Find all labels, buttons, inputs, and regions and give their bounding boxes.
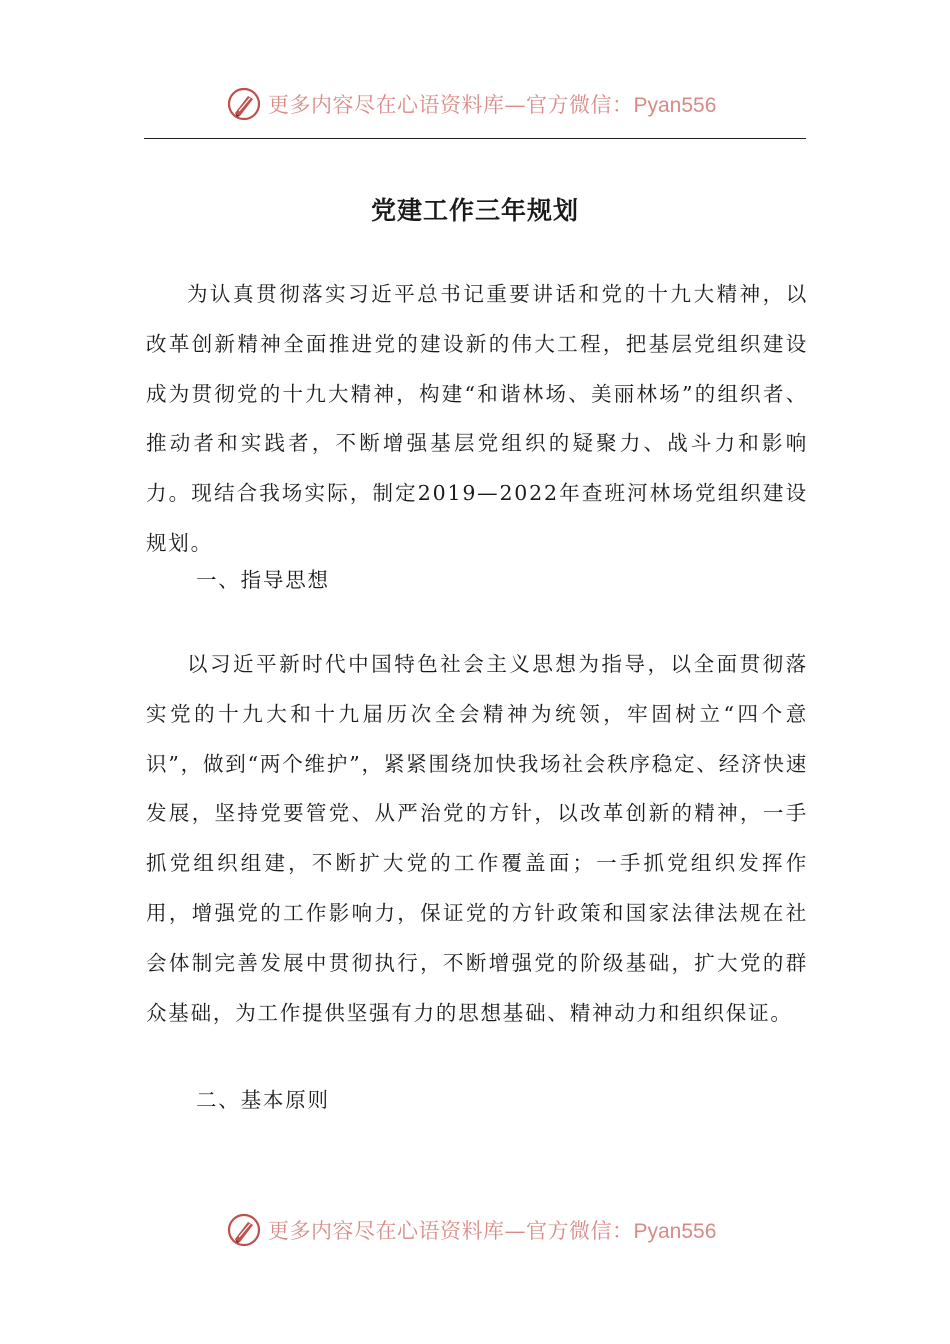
watermark-text-cn: 更多内容尽在心语资料库—官方微信： — [268, 93, 634, 117]
header-watermark — [226, 84, 716, 124]
footer-watermark — [226, 1210, 716, 1250]
guiding-ideology-paragraph: 以习近平新时代中国特色社会主义思想为指导，以全面贯彻落实党的十九大和十九届历次全会精神为统领，牢固树立“四个意识”，做到“两个维护”，紧紧围绕加快我场社会秩序稳定、经济快速发展，坚持党要管党、从严治党的方针，以改革创新的精神，一手抓党组织组建，不断扩大党的工作覆盖面；一手抓党组织发挥作用，增强党的工作影响力，保证党的方针政策和国家法律法规在社会体制完善发展中贯彻执行，不断增强党的阶级基础，扩大党的群众基础，为工作提供坚强有力的思想基础、精神动力和组织保证。 — [146, 652, 808, 1025]
header-divider — [144, 138, 806, 139]
intro-paragraph: 为认真贯彻落实习近平总书记重要讲话和党的十九大精神，以改革创新精神全面推进党的建设新的伟大工程，把基层党组织建设成为贯彻党的十九大精神，构建“和谐林场、美丽林场”的组织者、推动者和实践者，不断增强基层党组织的疑聚力、战斗力和影响力。现结合我场实际，制定2019—2022年查班河林场党组织建设规划。 — [146, 282, 808, 555]
page-title: 党建工作三年规划 — [370, 196, 579, 225]
pen-nib-logo-icon — [226, 86, 262, 122]
pen-nib-logo-icon — [226, 1212, 262, 1248]
watermark-text — [268, 89, 716, 119]
watermark-text — [268, 1215, 716, 1245]
watermark-wechat-id: Pyan556 — [633, 94, 717, 117]
watermark-text-cn: 更多内容尽在心语资料库—官方微信： — [268, 1219, 634, 1243]
section-heading-basic-principles: 二、基本原则 — [196, 1088, 330, 1112]
section-heading-guiding-ideology: 一、指导思想 — [196, 568, 330, 592]
watermark-wechat-id: Pyan556 — [633, 1220, 717, 1243]
